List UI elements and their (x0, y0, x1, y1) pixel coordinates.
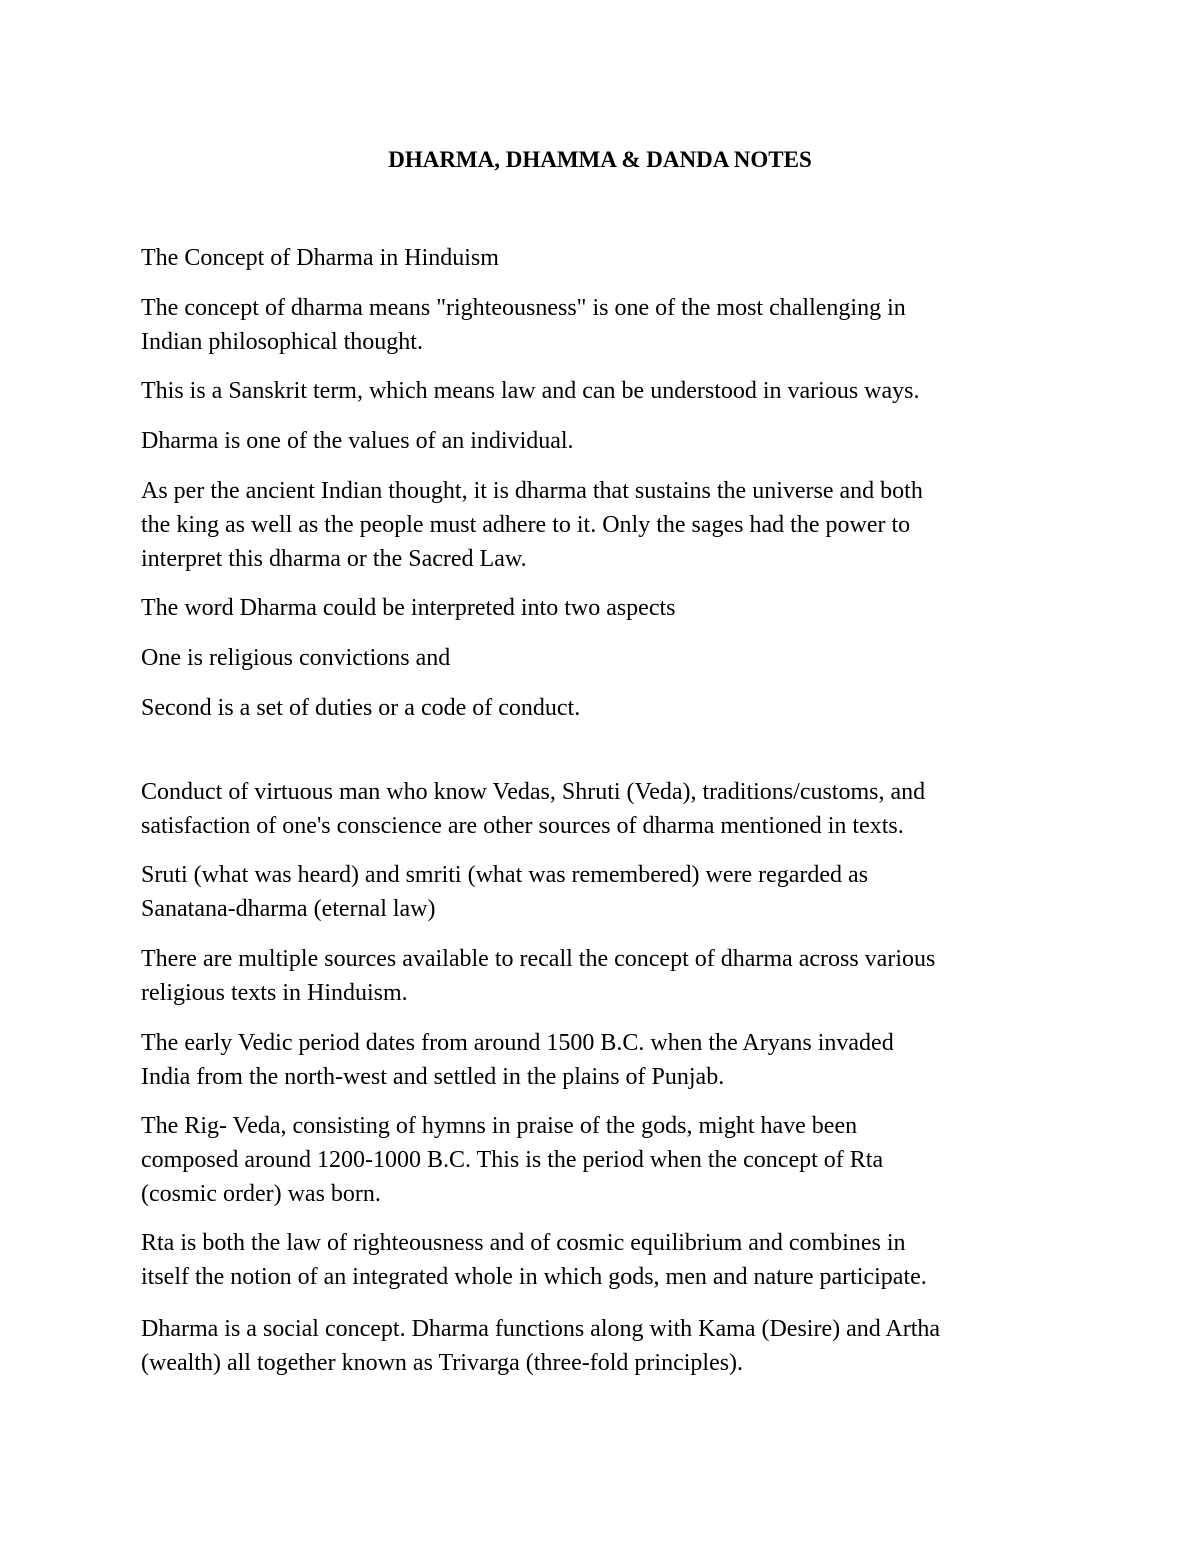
paragraph: Sruti (what was heard) and smriti (what was remembered) were regarded as Sanatana-dharma (eternal law) (141, 862, 869, 922)
section-heading: The Concept of Dharma in Hinduism (141, 245, 499, 271)
paragraph: One is religious convictions and (141, 645, 451, 671)
paragraph: Second is a set of duties or a code of conduct. (141, 695, 581, 721)
paragraph: Dharma is a social concept. Dharma functions along with Kama (Desire) and Artha (wealth) all together known as Trivarga (three-fold principles). (141, 1316, 941, 1376)
paragraph: Dharma is one of the values of an individual. (141, 428, 574, 454)
paragraph: This is a Sanskrit term, which means law and can be understood in various ways. (141, 378, 920, 404)
paragraph: The word Dharma could be interpreted into two aspects (141, 595, 676, 621)
paragraph: As per the ancient Indian thought, it is dharma that sustains the universe and both the king as well as the people must adhere to it. Only the sages had the power to interpret this dharma or the Sacred Law. (141, 478, 923, 572)
paragraph: The early Vedic period dates from around 1500 B.C. when the Aryans invaded India from the north-west and settled in the plains of Punjab. (141, 1030, 894, 1090)
paragraph: The Rig- Veda, consisting of hymns in praise of the gods, might have been composed around 1200-1000 B.C. This is the period when the concept of Rta (cosmic order) was born. (141, 1113, 884, 1207)
document-title: DHARMA, DHAMMA & DANDA NOTES (388, 147, 812, 172)
paragraph: The concept of dharma means "righteousness" is one of the most challenging in Indian philosophical thought. (141, 295, 906, 355)
paragraph: There are multiple sources available to recall the concept of dharma across various religious texts in Hinduism. (141, 946, 936, 1006)
paragraph: Conduct of virtuous man who know Vedas, Shruti (Veda), traditions/customs, and satisfaction of one's conscience are other sources of dharma mentioned in texts. (141, 779, 926, 839)
paragraph: Rta is both the law of righteousness and of cosmic equilibrium and combines in itself the notion of an integrated whole in which gods, men and nature participate. (141, 1230, 927, 1290)
